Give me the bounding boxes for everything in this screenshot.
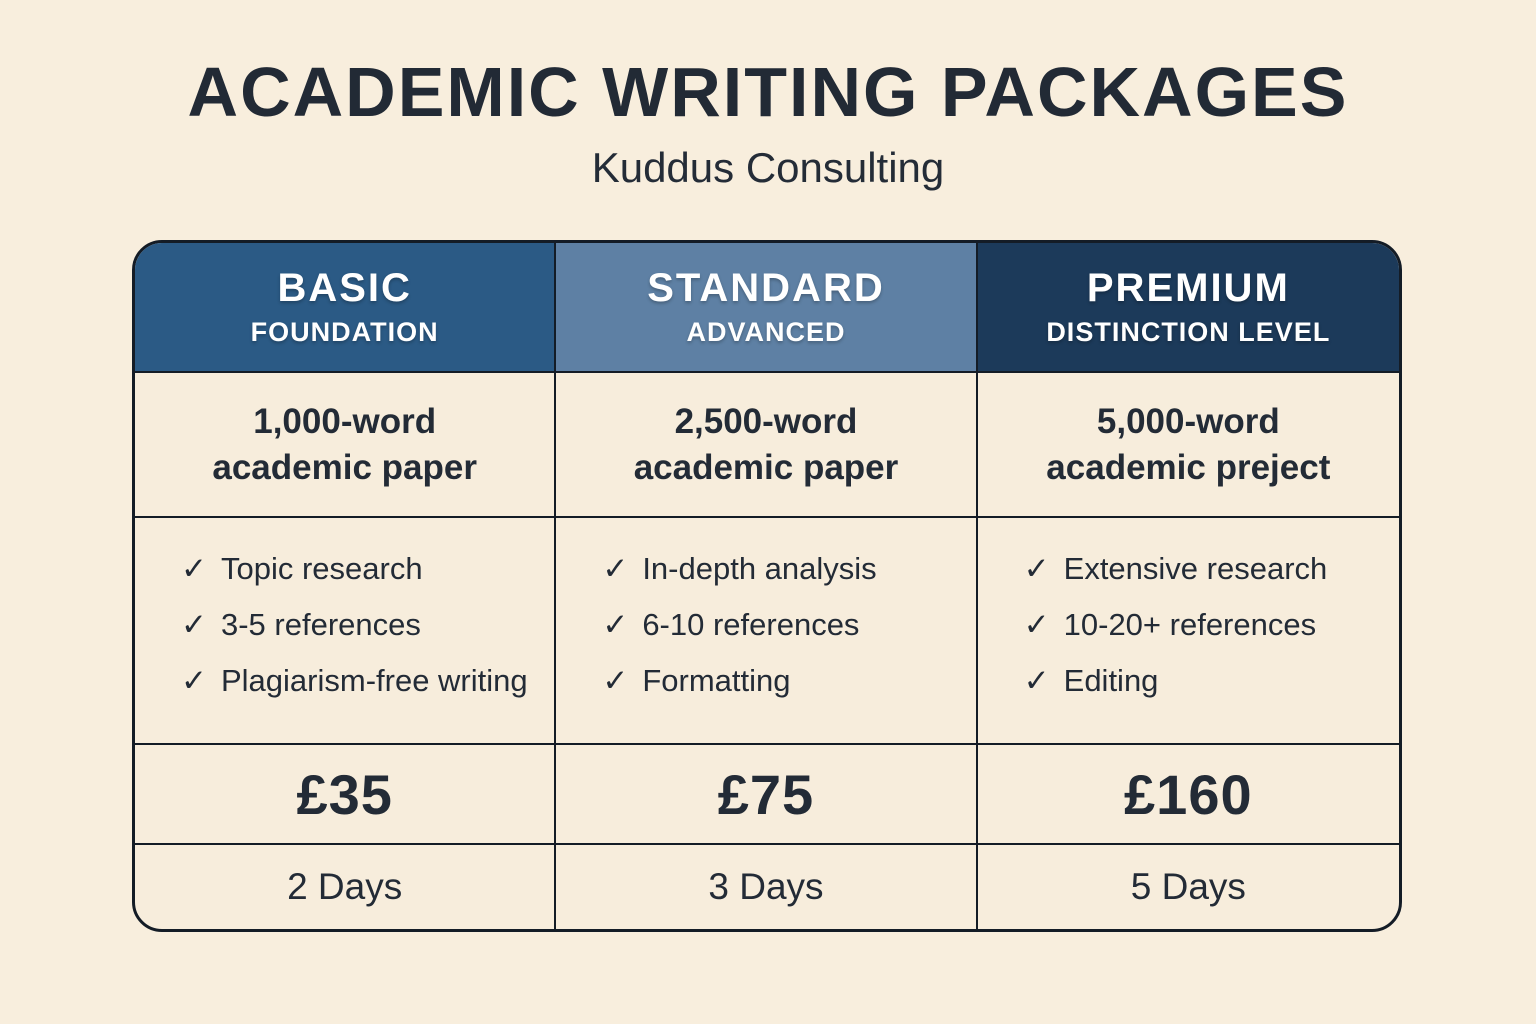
tier-name-premium: PREMIUM bbox=[1086, 266, 1290, 310]
scope-premium-line1: 5,000-word bbox=[1096, 402, 1280, 441]
check-icon: ✓ bbox=[1023, 662, 1050, 698]
delivery-value: 5 Days bbox=[1130, 866, 1246, 907]
pricing-table bbox=[132, 240, 1402, 932]
feature-item bbox=[181, 548, 423, 590]
price-value: £160 bbox=[1124, 762, 1253, 826]
delivery-value: 3 Days bbox=[708, 866, 824, 907]
delivery-basic bbox=[135, 845, 556, 929]
feature-text: 3-5 references bbox=[220, 606, 421, 642]
feature-item bbox=[1024, 548, 1328, 590]
scope-premium bbox=[978, 373, 1399, 518]
scope-basic-line1: 1,000-word bbox=[253, 402, 437, 441]
feature-item bbox=[602, 604, 859, 646]
feature-item bbox=[602, 548, 876, 590]
tier-level-standard: ADVANCED bbox=[686, 317, 846, 347]
features-basic bbox=[135, 518, 556, 745]
price-premium bbox=[978, 745, 1399, 845]
price-standard bbox=[556, 745, 977, 845]
feature-text: 10-20+ references bbox=[1063, 606, 1317, 642]
features-standard bbox=[556, 518, 977, 745]
package-header-basic bbox=[135, 243, 556, 373]
poster-heading bbox=[0, 0, 1536, 192]
feature-item bbox=[181, 660, 528, 702]
tier-level-premium: DISTINCTION LEVEL bbox=[1046, 317, 1331, 347]
check-icon: ✓ bbox=[602, 606, 629, 642]
check-icon: ✓ bbox=[602, 551, 629, 586]
check-icon: ✓ bbox=[181, 551, 207, 586]
delivery-standard bbox=[556, 845, 977, 929]
tier-name-standard: STANDARD bbox=[647, 266, 885, 310]
scope-standard-line1: 2,500-word bbox=[674, 402, 858, 441]
price-value: £75 bbox=[717, 762, 815, 826]
feature-item bbox=[602, 660, 790, 702]
package-header-premium bbox=[978, 243, 1399, 373]
feature-text: Formatting bbox=[642, 662, 791, 698]
delivery-premium bbox=[978, 845, 1399, 929]
price-basic bbox=[135, 745, 556, 845]
scope-basic bbox=[135, 373, 556, 518]
scope-standard-line2: academic paper bbox=[633, 447, 899, 487]
feature-text: Topic research bbox=[220, 551, 423, 586]
feature-text: In-depth analysis bbox=[642, 551, 877, 586]
scope-basic-line2: academic paper bbox=[212, 447, 477, 487]
check-icon: ✓ bbox=[1023, 551, 1050, 586]
page-subtitle: Kuddus Consulting bbox=[591, 143, 945, 191]
tier-name-basic: BASIC bbox=[277, 266, 412, 310]
feature-item bbox=[1024, 604, 1316, 646]
feature-item bbox=[1024, 660, 1159, 702]
package-header-standard bbox=[556, 243, 977, 373]
feature-text: Extensive research bbox=[1063, 551, 1328, 586]
scope-standard bbox=[556, 373, 977, 518]
page-title: ACADEMIC WRITING PACKAGES bbox=[187, 53, 1349, 131]
check-icon: ✓ bbox=[181, 606, 207, 642]
feature-item bbox=[181, 604, 421, 646]
feature-text: Plagiarism-free writing bbox=[220, 662, 528, 698]
check-icon: ✓ bbox=[1023, 606, 1050, 642]
features-premium bbox=[978, 518, 1399, 745]
feature-text: 6-10 references bbox=[642, 606, 860, 642]
price-value: £35 bbox=[296, 762, 393, 826]
delivery-value: 2 Days bbox=[287, 866, 403, 907]
scope-premium-line2: academic preject bbox=[1046, 447, 1331, 487]
check-icon: ✓ bbox=[602, 662, 629, 698]
feature-text: Editing bbox=[1063, 662, 1159, 698]
check-icon: ✓ bbox=[181, 662, 207, 698]
tier-level-basic: FOUNDATION bbox=[250, 317, 439, 347]
